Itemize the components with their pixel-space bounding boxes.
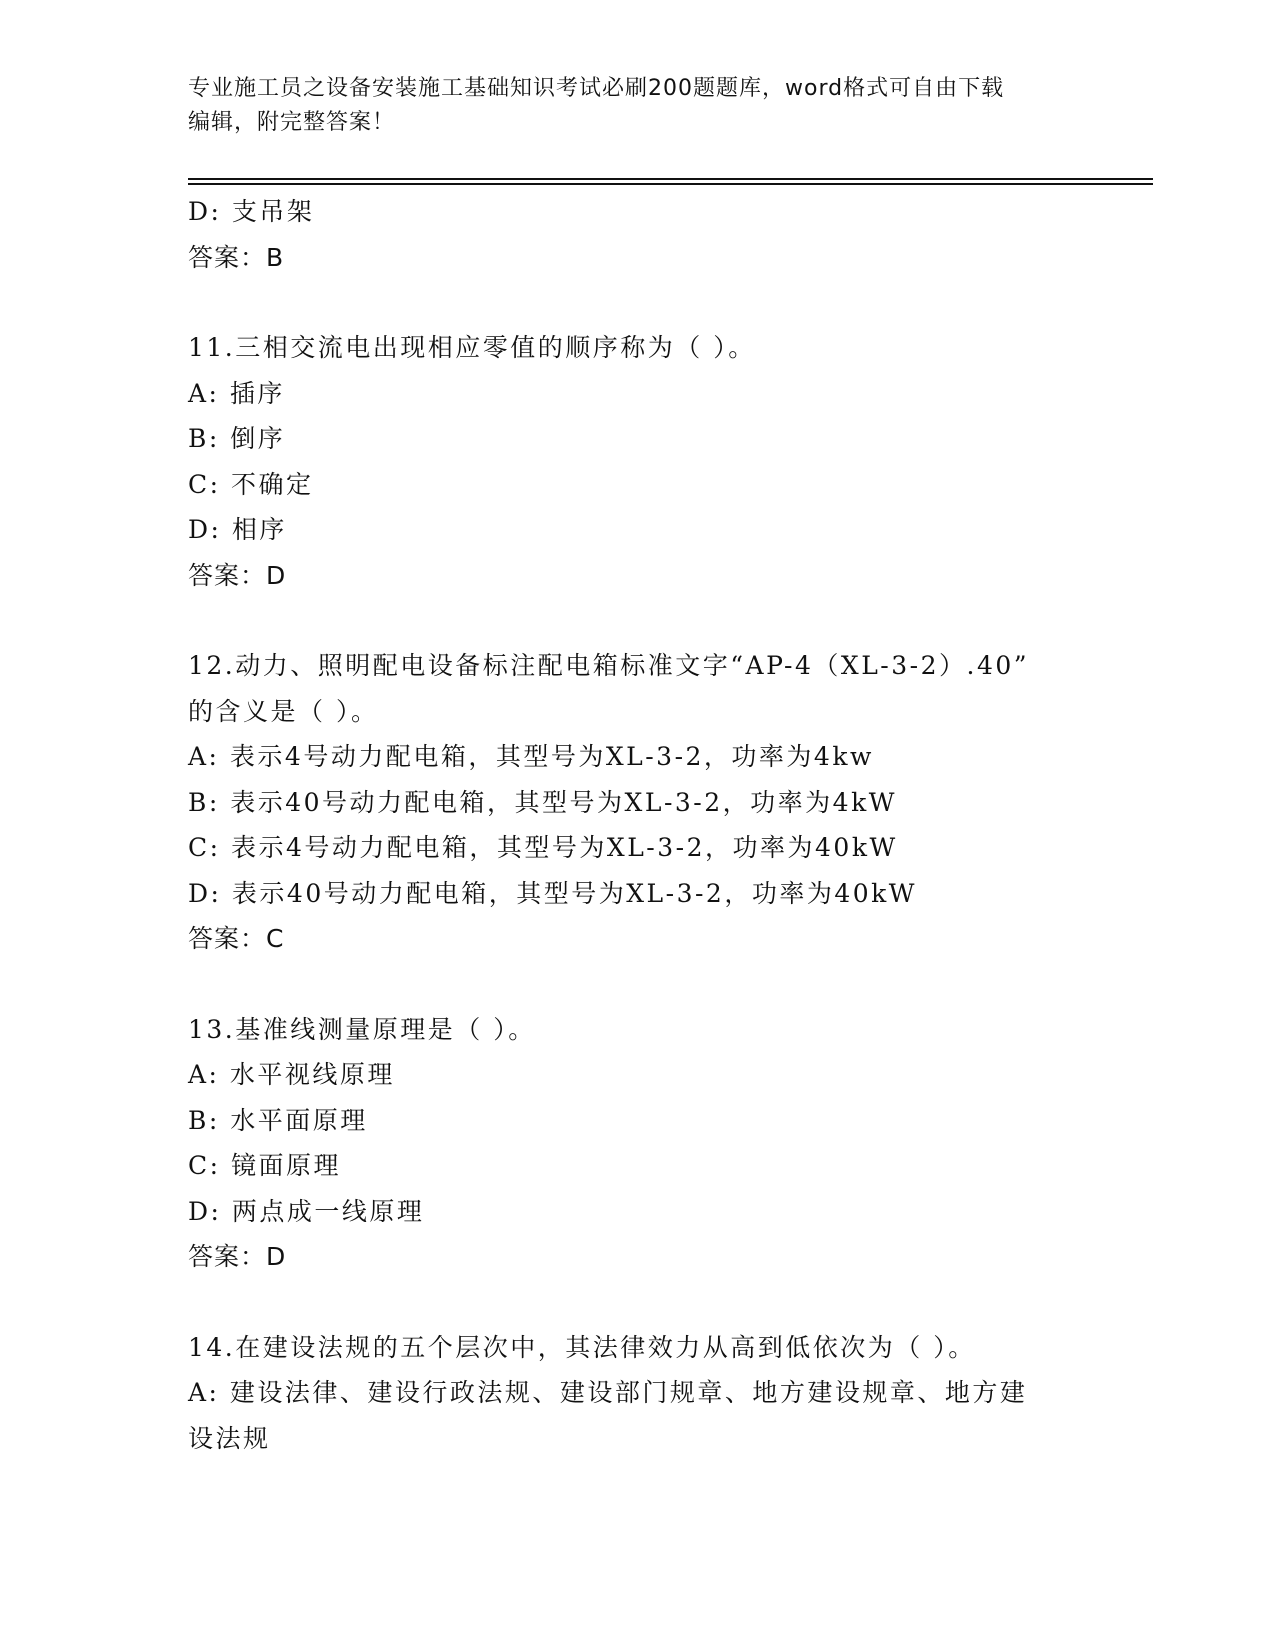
option-b: B: 水平面原理 (188, 1105, 368, 1135)
spacer (188, 280, 1088, 325)
option-a: A: 水平视线原理 (188, 1060, 395, 1089)
answer: 答案：B (188, 242, 285, 272)
spacer (188, 1280, 1088, 1325)
question-text-line-1: 12.动力、照明配电设备标注配电箱标准文字“AP-4（XL-3-2）.40” (188, 651, 1030, 680)
question-text: 13.基准线测量原理是（ ）。 (188, 1014, 536, 1044)
option-a-line-2: 设法规 (188, 1423, 271, 1453)
header-divider-bottom (188, 183, 1153, 185)
question-text-line-2: 的含义是（ ）。 (188, 696, 379, 726)
option-c: C: 表示4号动力配电箱，其型号为XL-3-2，功率为40kW (188, 833, 898, 862)
question-12 (188, 643, 1088, 962)
header-divider-top (188, 178, 1153, 180)
answer: 答案：C (188, 924, 285, 953)
option-d: D: 相序 (188, 515, 287, 544)
question-text: 11.三相交流电出现相应零值的顺序称为（ ）。 (188, 333, 756, 362)
answer: 答案：D (188, 560, 287, 590)
option-b: B: 倒序 (188, 424, 286, 453)
spacer (188, 598, 1088, 643)
header-line-1: 专业施工员之设备安装施工基础知识考试必刷200题题库，word格式可自由下载 (188, 76, 1005, 101)
option-a-line-1: A: 建设法律、建设行政法规、建设部门规章、地方建设规章、地方建 (188, 1378, 1028, 1407)
option-d: D: 表示40号动力配电箱，其型号为XL-3-2，功率为40kW (188, 878, 917, 908)
question-14 (188, 1325, 1088, 1462)
option-a: A: 插序 (188, 378, 285, 408)
answer: 答案：D (188, 1242, 287, 1271)
option-c: C: 不确定 (188, 469, 314, 499)
option-d: D: 两点成一线原理 (188, 1196, 425, 1226)
option-c: C: 镜面原理 (188, 1151, 341, 1180)
question-list (188, 189, 1088, 1461)
option-b: B: 表示40号动力配电箱，其型号为XL-3-2，功率为4kW (188, 787, 897, 817)
question-10-tail (188, 189, 1088, 280)
document-header (188, 72, 1078, 140)
spacer (188, 962, 1088, 1007)
question-text: 14.在建设法规的五个层次中，其法律效力从高到低依次为（ ）。 (188, 1332, 976, 1362)
option-a: A: 表示4号动力配电箱，其型号为XL-3-2，功率为4kw (188, 742, 874, 771)
header-line-2: 编辑，附完整答案！ (188, 110, 396, 135)
option-d: D: 支吊架 (188, 197, 315, 226)
question-11 (188, 325, 1088, 598)
question-13 (188, 1007, 1088, 1280)
